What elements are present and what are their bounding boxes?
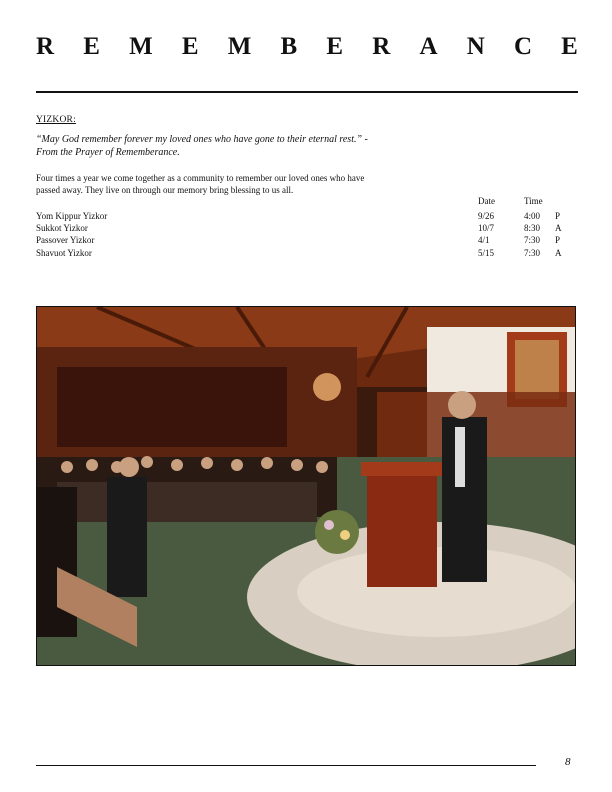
service-date: 9/26: [478, 211, 495, 221]
schedule-row: [36, 211, 576, 223]
title-letter: E: [83, 33, 100, 60]
title-letter: E: [181, 33, 199, 60]
title-letter: N: [466, 33, 485, 60]
title-letter: E: [561, 33, 578, 60]
service-ampm: P: [555, 211, 561, 221]
service-ampm: A: [555, 223, 562, 234]
service-ampm: P: [555, 235, 561, 246]
title-divider: [36, 91, 578, 93]
service-name: Sukkot Yizkor: [36, 223, 88, 234]
title-letter: C: [513, 33, 532, 60]
congregation-photo: [36, 306, 576, 666]
footer-divider: [36, 765, 536, 766]
speaker: [442, 391, 487, 582]
prayer-quote: “May God remember forever my loved ones who have gone to their eternal rest.” - From the Prayer of Rememberance.: [36, 134, 368, 158]
title-letter: B: [280, 33, 298, 60]
title-letter: M: [129, 33, 153, 60]
congregation-illustration: [37, 307, 575, 665]
service-ampm: A: [555, 247, 562, 258]
service-time: 7:30: [524, 235, 541, 246]
service-date: 5/15: [478, 247, 495, 258]
yizkor-schedule: [36, 211, 576, 260]
service-name: Shavuot Yizkor: [36, 247, 92, 258]
time-column-header: Time: [524, 196, 543, 206]
intro-paragraph: Four times a year we come together as a community to remember our loved ones who have passed away. They live on through our memory bring blessing to us all.: [36, 173, 365, 195]
title-letter: R: [372, 33, 391, 60]
title-letter: A: [419, 33, 438, 60]
flower-arrangement: [315, 510, 359, 554]
page-number: 8: [565, 756, 571, 768]
service-time: 4:00: [524, 211, 541, 221]
title-letter: R: [36, 33, 55, 60]
lectern: [367, 467, 437, 587]
service-date: 4/1: [478, 235, 490, 246]
title-letter: E: [326, 33, 344, 60]
title-letter: M: [227, 33, 252, 60]
service-name: Yom Kippur Yizkor: [36, 211, 108, 221]
schedule-row: [36, 235, 576, 247]
section-heading: YIZKOR:: [36, 115, 76, 125]
page-title: [36, 33, 578, 61]
schedule-row: [36, 248, 576, 260]
schedule-row: [36, 223, 576, 235]
curtain: [57, 367, 287, 447]
service-time: 7:30: [524, 247, 541, 258]
service-date: 10/7: [478, 223, 495, 234]
ceiling-light: [313, 373, 341, 401]
service-time: 8:30: [524, 223, 541, 234]
date-column-header: Date: [478, 196, 495, 206]
service-name: Passover Yizkor: [36, 235, 95, 246]
